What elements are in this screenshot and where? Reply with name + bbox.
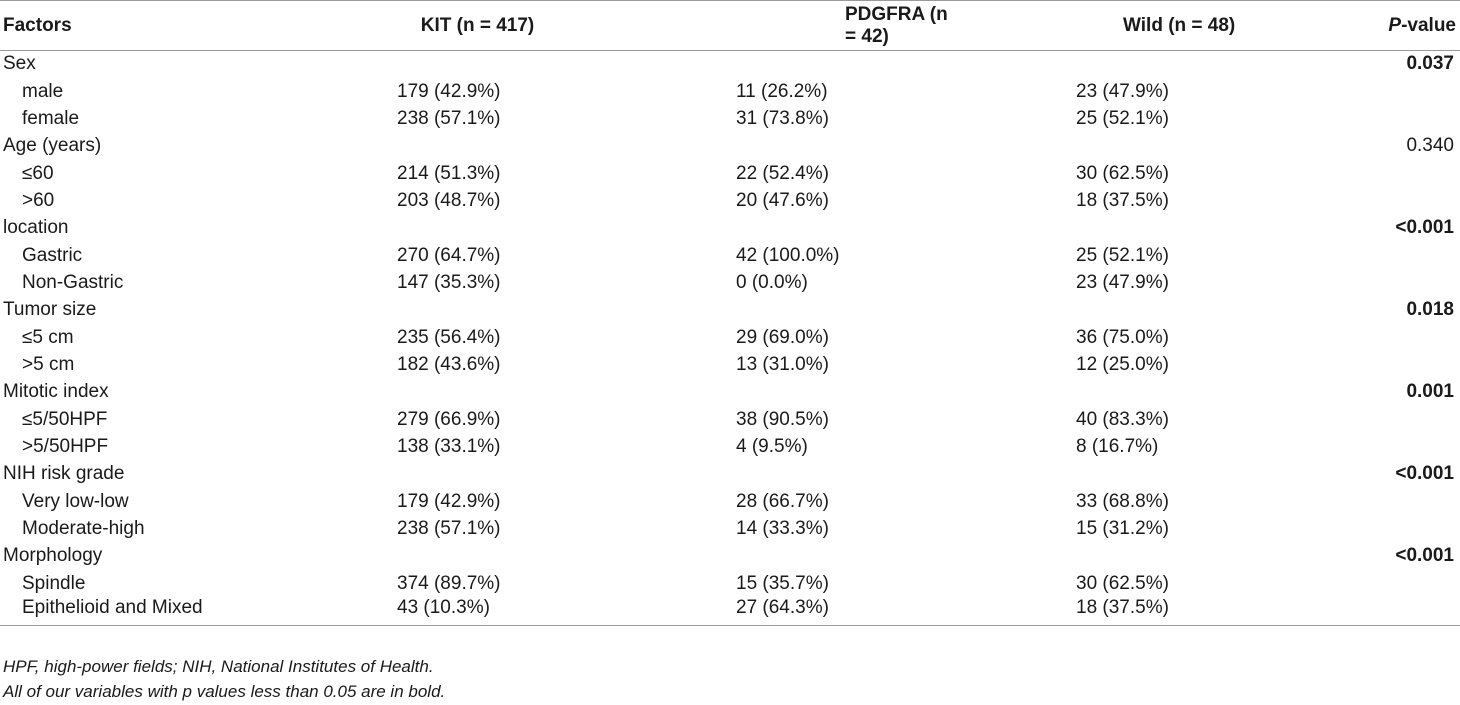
pdgfra-value: [605, 297, 955, 324]
pdgfra-value: [605, 461, 955, 488]
wild-value: [955, 543, 1260, 570]
pdgfra-value: 22 (52.4%): [736, 162, 829, 184]
wild-value: [955, 133, 1260, 160]
wild-value: [955, 215, 1260, 242]
header-factors: Factors: [0, 1, 300, 51]
factor-sublabel: ≤5 cm: [22, 326, 74, 348]
table-row: [0, 133, 1460, 160]
wild-value: [955, 379, 1260, 406]
wild-value: 23 (47.9%): [1076, 80, 1169, 102]
factor-sublabel: Spindle: [22, 572, 86, 594]
wild-value: 23 (47.9%): [1076, 271, 1169, 293]
factor-sublabel: Gastric: [22, 244, 83, 266]
wild-value: 12 (25.0%): [1076, 353, 1169, 375]
table-row: [0, 597, 1460, 626]
p-value: [1260, 488, 1460, 515]
header-wild: Wild (n = 48): [955, 1, 1260, 51]
kit-value: 179 (42.9%): [397, 490, 501, 512]
factor-sublabel: ≤60: [22, 162, 54, 184]
table-row: [0, 242, 1460, 269]
kit-value: 279 (66.9%): [397, 408, 501, 430]
table-row: [0, 297, 1460, 324]
kit-value: 214 (51.3%): [397, 162, 501, 184]
wild-value: [955, 461, 1260, 488]
factor-sublabel: >5 cm: [22, 353, 75, 375]
p-value: [1260, 433, 1460, 460]
p-value: [1260, 597, 1460, 626]
table-row: [0, 269, 1460, 296]
factor-group-label: NIH risk grade: [3, 463, 125, 485]
table-row: [0, 543, 1460, 570]
pdgfra-value: 31 (73.8%): [736, 107, 829, 129]
pdgfra-value: 38 (90.5%): [736, 408, 829, 430]
wild-value: 40 (83.3%): [1076, 408, 1169, 430]
kit-value: 182 (43.6%): [397, 353, 501, 375]
pdgfra-value: 29 (69.0%): [736, 326, 829, 348]
pdgfra-value: 20 (47.6%): [736, 189, 829, 211]
table-row: [0, 461, 1460, 488]
table-row: [0, 78, 1460, 105]
p-value: 0.037: [1406, 53, 1454, 75]
p-value: [1260, 570, 1460, 597]
pdgfra-value: 15 (35.7%): [736, 572, 829, 594]
table-footnotes: [3, 654, 445, 704]
header-p-value: [1260, 1, 1460, 51]
p-value: <0.001: [1395, 217, 1454, 239]
table-row: [0, 160, 1460, 187]
pdgfra-value: [605, 51, 955, 78]
table-row: [0, 324, 1460, 351]
table-body: [0, 51, 1460, 626]
pdgfra-value: [605, 543, 955, 570]
header-p-italic: P: [1388, 14, 1402, 36]
p-value: [1260, 515, 1460, 542]
factor-sublabel: Non-Gastric: [22, 271, 124, 293]
factor-group-label: Age (years): [3, 135, 102, 157]
kit-value: [300, 51, 605, 78]
factor-group-label: location: [3, 217, 69, 239]
pdgfra-value: [605, 133, 955, 160]
header-kit: KIT (n = 417): [300, 1, 605, 51]
p-value: [1260, 105, 1460, 132]
pdgfra-value: 13 (31.0%): [736, 353, 829, 375]
p-value: [1260, 160, 1460, 187]
factor-sublabel: >5/50HPF: [22, 435, 109, 457]
p-value: [1260, 242, 1460, 269]
kit-value: [300, 379, 605, 406]
table-row: [0, 570, 1460, 597]
table-row: [0, 379, 1460, 406]
p-value: [1260, 351, 1460, 378]
p-value: 0.001: [1406, 381, 1454, 403]
p-value: 0.018: [1406, 299, 1454, 321]
kit-value: [300, 297, 605, 324]
kit-value: [300, 215, 605, 242]
footnote-bold-note: All of our variables with p values less than 0.05 are in bold.: [3, 682, 446, 701]
kit-value: 238 (57.1%): [397, 107, 501, 129]
factor-sublabel: Very low-low: [22, 490, 129, 512]
table-row: [0, 51, 1460, 78]
factor-group-label: Sex: [3, 53, 36, 75]
pdgfra-value: 28 (66.7%): [736, 490, 829, 512]
factor-sublabel: Epithelioid and Mixed: [0, 597, 300, 626]
p-value: <0.001: [1395, 545, 1454, 567]
p-value: <0.001: [1395, 463, 1454, 485]
kit-value: 179 (42.9%): [397, 80, 501, 102]
wild-value: [955, 51, 1260, 78]
kit-value: 147 (35.3%): [397, 271, 501, 293]
footnote-abbreviations: HPF, high-power fields; NIH, National Institutes of Health.: [3, 657, 434, 676]
table-row: [0, 515, 1460, 542]
wild-value: 15 (31.2%): [1076, 518, 1169, 540]
pdgfra-value: 27 (64.3%): [605, 597, 955, 626]
kit-value: 235 (56.4%): [397, 326, 501, 348]
table-row: [0, 351, 1460, 378]
wild-value: 18 (37.5%): [1076, 189, 1169, 211]
pdgfra-value: 14 (33.3%): [736, 518, 829, 540]
table-row: [0, 187, 1460, 214]
wild-value: 18 (37.5%): [955, 597, 1260, 626]
kit-value: 43 (10.3%): [300, 597, 605, 626]
pdgfra-value: [605, 215, 955, 242]
p-value: [1260, 78, 1460, 105]
kit-value: 374 (89.7%): [397, 572, 501, 594]
pdgfra-value: 11 (26.2%): [736, 80, 828, 102]
kit-value: [300, 133, 605, 160]
wild-value: 8 (16.7%): [1076, 435, 1159, 457]
table-row: [0, 215, 1460, 242]
table-row: [0, 488, 1460, 515]
wild-value: 30 (62.5%): [1076, 572, 1169, 594]
kit-value: [300, 543, 605, 570]
header-p-rest: -value: [1401, 14, 1456, 36]
factor-group-label: Tumor size: [3, 299, 97, 321]
wild-value: 25 (52.1%): [1076, 244, 1169, 266]
p-value: [1260, 269, 1460, 296]
kit-value: 238 (57.1%): [397, 518, 501, 540]
pdgfra-value: 4 (9.5%): [736, 435, 808, 457]
table-row: [0, 105, 1460, 132]
wild-value: 25 (52.1%): [1076, 107, 1169, 129]
p-value: [1260, 406, 1460, 433]
kit-value: 203 (48.7%): [397, 189, 501, 211]
wild-value: 30 (62.5%): [1076, 162, 1169, 184]
table-row: [0, 433, 1460, 460]
wild-value: 36 (75.0%): [1076, 326, 1169, 348]
wild-value: [955, 297, 1260, 324]
factor-sublabel: Moderate-high: [22, 518, 145, 540]
kit-value: 270 (64.7%): [397, 244, 501, 266]
factor-group-label: Mitotic index: [3, 381, 109, 403]
factor-sublabel: >60: [22, 189, 55, 211]
p-value: [1260, 324, 1460, 351]
wild-value: 33 (68.8%): [1076, 490, 1169, 512]
header-pdgfra: PDGFRA (n = 42): [605, 1, 955, 51]
pdgfra-value: [605, 379, 955, 406]
p-value: [1260, 187, 1460, 214]
factor-sublabel: male: [22, 80, 64, 102]
kit-value: 138 (33.1%): [397, 435, 501, 457]
pdgfra-value: 0 (0.0%): [736, 271, 808, 293]
factor-sublabel: ≤5/50HPF: [22, 408, 108, 430]
factor-group-label: Morphology: [3, 545, 103, 567]
table-header-row: [0, 1, 1460, 51]
pdgfra-value: 42 (100.0%): [736, 244, 840, 266]
factor-sublabel: female: [22, 107, 80, 129]
kit-value: [300, 461, 605, 488]
p-value: 0.340: [1406, 135, 1454, 157]
table-row: [0, 406, 1460, 433]
